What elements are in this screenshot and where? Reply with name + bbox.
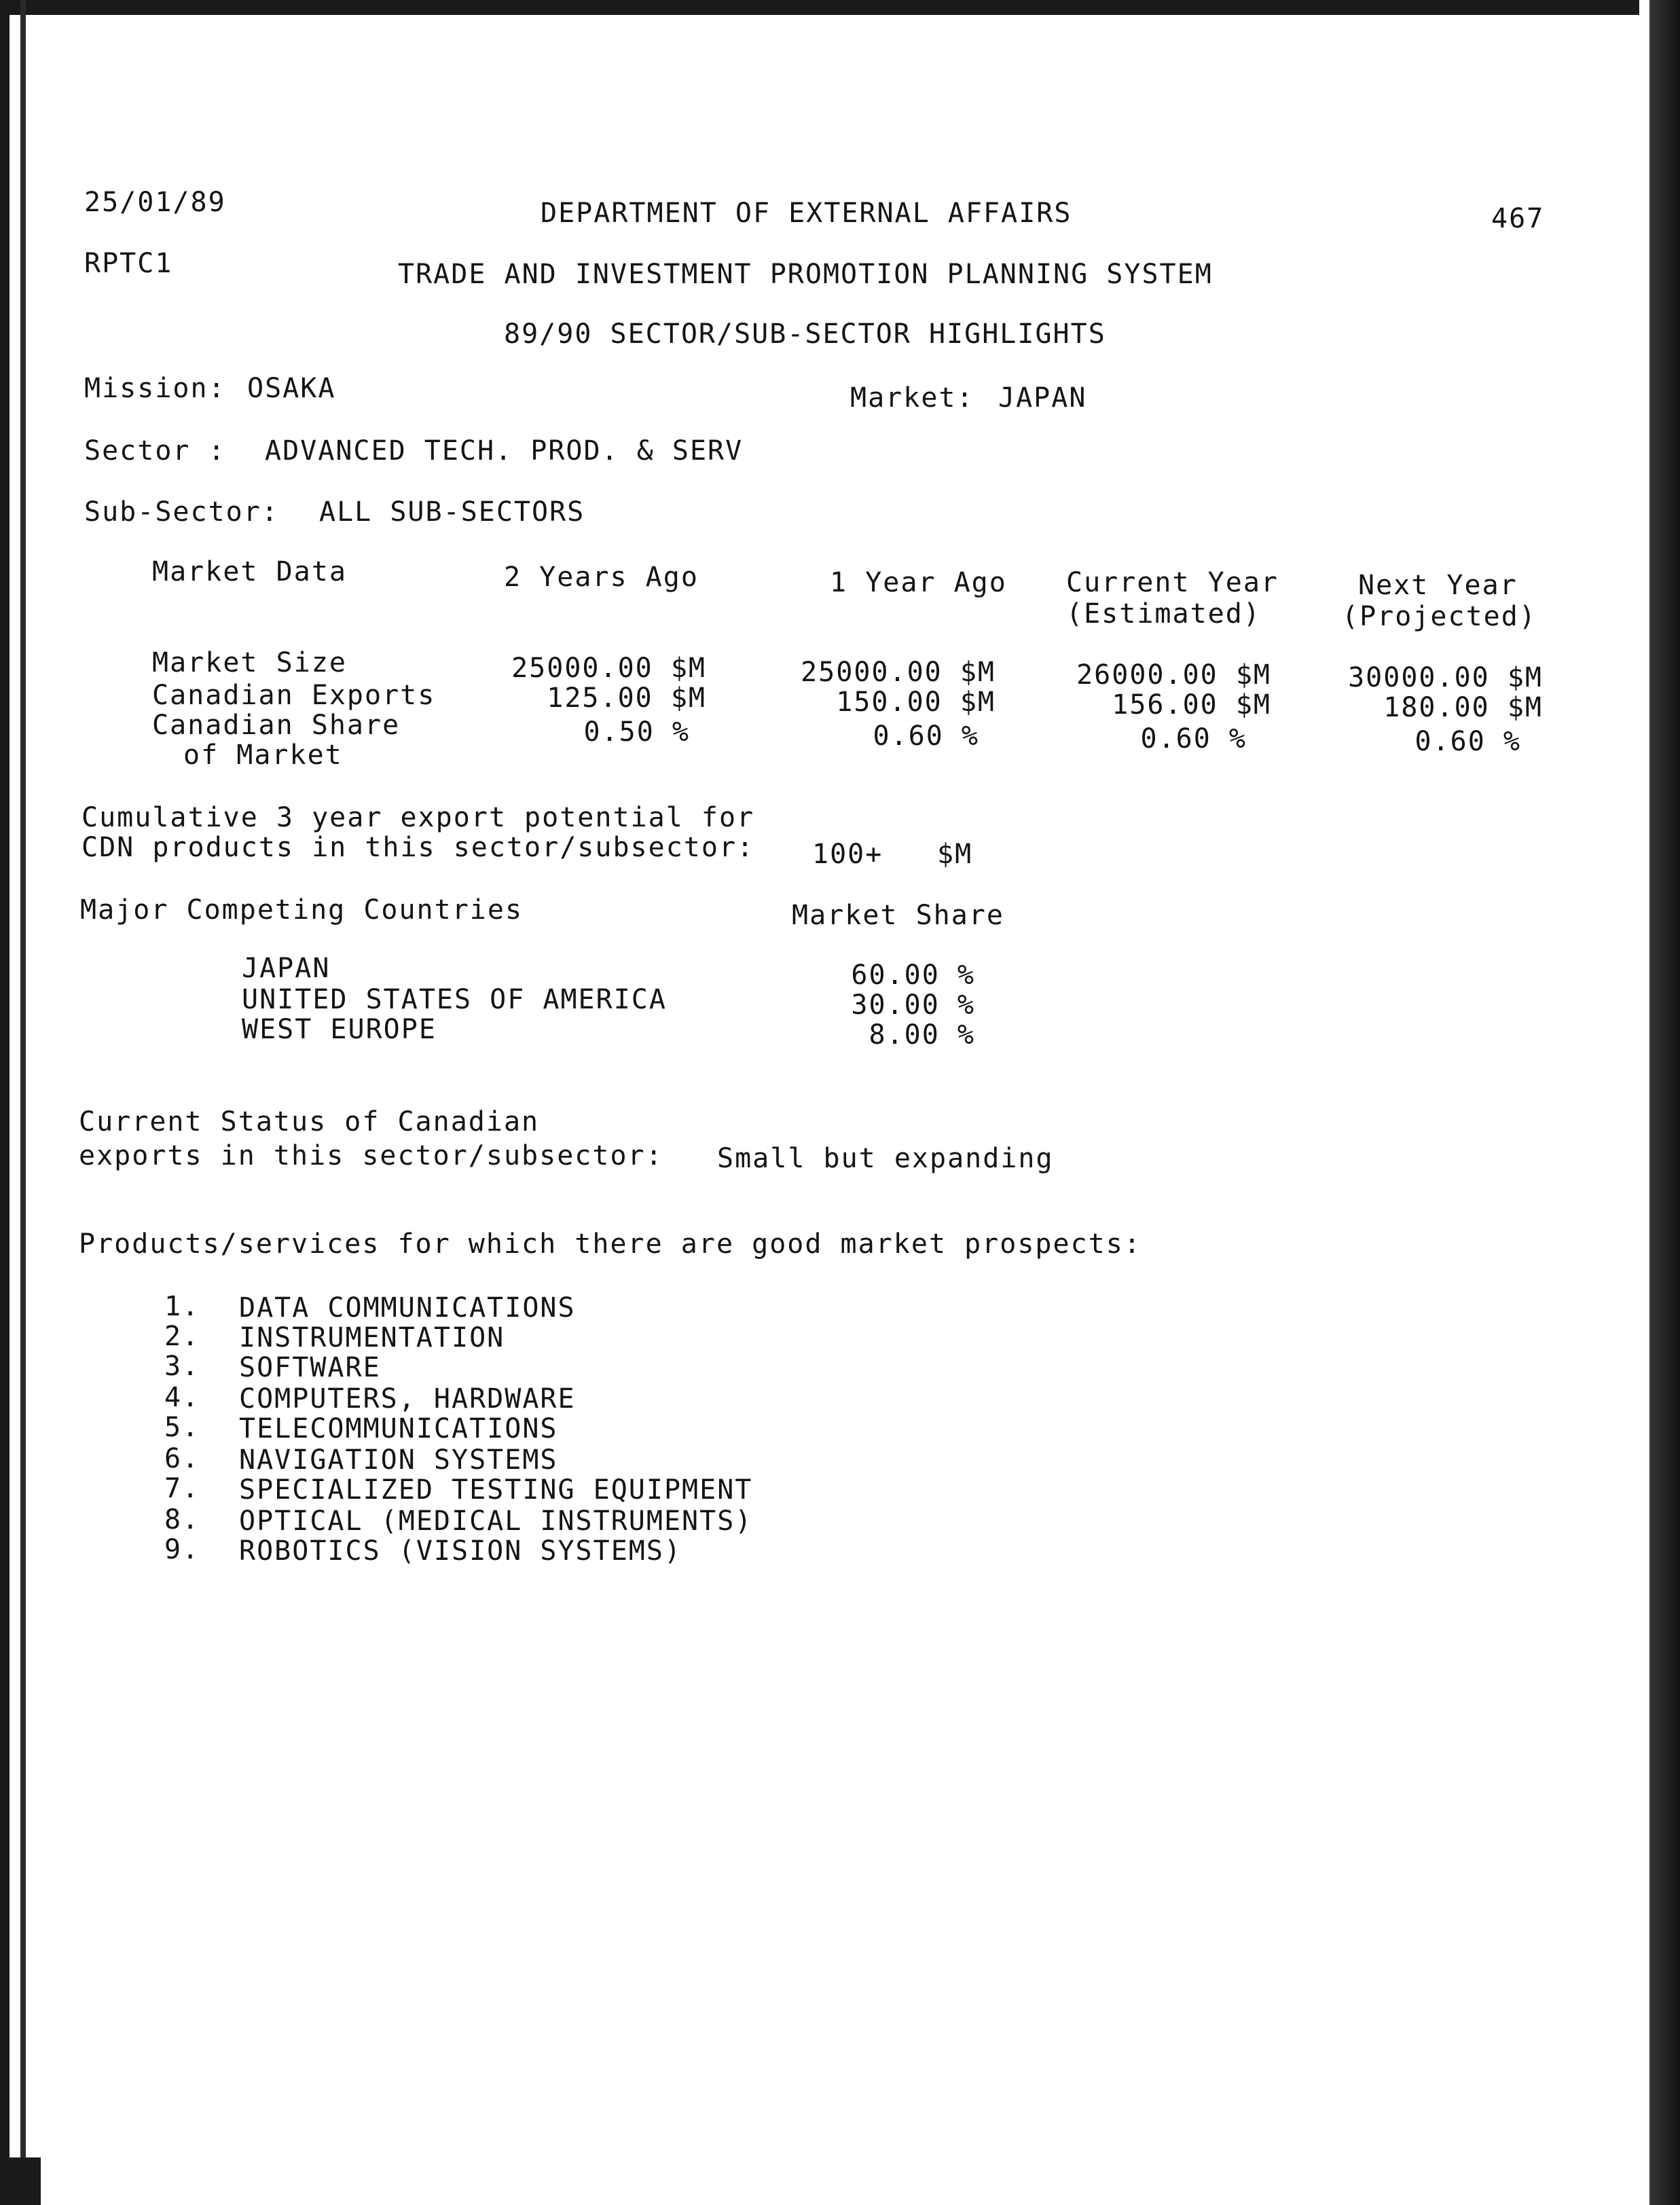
- competitor-country: UNITED STATES OF AMERICA: [242, 984, 667, 1015]
- row-label-of-market: of Market: [183, 740, 343, 771]
- cell-share-1y: 0.60 %: [873, 721, 979, 752]
- product-number: 1.: [164, 1291, 200, 1322]
- competitor-country: JAPAN: [242, 953, 331, 984]
- status-value: Small but expanding: [717, 1143, 1054, 1174]
- col-header-market-data: Market Data: [152, 556, 347, 587]
- cell-market-size-cur: 26000.00 $M: [1076, 659, 1271, 691]
- potential-line-1: Cumulative 3 year export potential for: [81, 802, 755, 833]
- col-header-next-year: Next Year: [1358, 570, 1518, 601]
- potential-line-2: CDN products in this sector/subsector:: [81, 832, 755, 863]
- status-line-2: exports in this sector/subsector:: [79, 1140, 663, 1171]
- cell-market-size-next: 30000.00 $M: [1348, 662, 1543, 693]
- product-item: ROBOTICS (VISION SYSTEMS): [239, 1535, 682, 1567]
- competitor-country: WEST EUROPE: [242, 1014, 437, 1045]
- sector-label: Sector :: [84, 435, 226, 467]
- subsector-label: Sub-Sector:: [84, 496, 279, 528]
- scan-top-edge: [0, 0, 1680, 15]
- product-number: 8.: [164, 1504, 200, 1535]
- department-title: DEPARTMENT OF EXTERNAL AFFAIRS: [541, 198, 1072, 229]
- cell-market-size-1y: 25000.00 $M: [801, 657, 996, 688]
- row-label-market-size: Market Size: [152, 647, 347, 678]
- competitor-share: 8.00 %: [869, 1019, 975, 1051]
- col-header-projected: (Projected): [1342, 601, 1537, 632]
- competitor-share: 30.00 %: [851, 989, 975, 1021]
- cell-exports-next: 180.00 $M: [1383, 692, 1543, 723]
- product-number: 6.: [164, 1443, 200, 1474]
- potential-unit: $M: [937, 839, 973, 870]
- col-header-2-years-ago: 2 Years Ago: [504, 562, 699, 593]
- col-header-estimated: (Estimated): [1066, 598, 1261, 630]
- scan-left-line: [20, 0, 26, 2205]
- product-item: DATA COMMUNICATIONS: [239, 1292, 576, 1324]
- product-number: 3.: [164, 1351, 200, 1382]
- cell-market-size-2y: 25000.00 $M: [511, 653, 706, 684]
- row-label-canadian-share: Canadian Share: [152, 710, 401, 741]
- subsector-value: ALL SUB-SECTORS: [319, 496, 585, 528]
- competitor-share: 60.00 %: [851, 960, 975, 991]
- product-item: SOFTWARE: [239, 1352, 381, 1383]
- product-item: OPTICAL (MEDICAL INSTRUMENTS): [239, 1506, 753, 1537]
- cell-exports-1y: 150.00 $M: [836, 687, 996, 718]
- status-line-1: Current Status of Canadian: [79, 1106, 540, 1137]
- product-number: 7.: [164, 1473, 200, 1504]
- system-title: TRADE AND INVESTMENT PROMOTION PLANNING SYSTEM: [398, 259, 1213, 290]
- product-number: 9.: [164, 1534, 200, 1565]
- mission-value: OSAKA: [247, 373, 336, 404]
- page-number: 467: [1491, 203, 1545, 234]
- col-header-current-year: Current Year: [1066, 567, 1279, 598]
- row-label-canadian-exports: Canadian Exports: [152, 680, 436, 711]
- cell-share-cur: 0.60 %: [1140, 723, 1247, 754]
- cell-exports-2y: 125.00 $M: [547, 682, 706, 714]
- cell-share-2y: 0.50 %: [583, 716, 690, 748]
- scan-right-edge: [1639, 0, 1680, 2205]
- product-item: NAVIGATION SYSTEMS: [239, 1444, 558, 1476]
- col-header-1-year-ago: 1 Year Ago: [830, 567, 1007, 598]
- cell-exports-cur: 156.00 $M: [1112, 689, 1271, 721]
- competitors-title: Major Competing Countries: [80, 894, 524, 926]
- scan-bottom-corner: [0, 2157, 41, 2205]
- product-number: 5.: [164, 1412, 200, 1443]
- report-subtitle: 89/90 SECTOR/SUB-SECTOR HIGHLIGHTS: [504, 318, 1106, 350]
- scan-left-edge: [0, 0, 10, 2205]
- potential-value: 100+: [812, 839, 883, 870]
- market-label: Market:: [850, 382, 974, 414]
- product-item: INSTRUMENTATION: [239, 1322, 505, 1353]
- report-date: 25/01/89: [84, 187, 226, 218]
- market-value: JAPAN: [998, 382, 1087, 414]
- products-title: Products/services for which there are good market prospects:: [79, 1228, 1142, 1260]
- product-number: 2.: [164, 1321, 200, 1352]
- mission-label: Mission:: [84, 373, 226, 404]
- product-item: SPECIALIZED TESTING EQUIPMENT: [239, 1474, 753, 1506]
- report-code: RPTC1: [84, 248, 173, 279]
- product-item: TELECOMMUNICATIONS: [239, 1413, 558, 1444]
- market-share-header: Market Share: [792, 900, 1004, 931]
- sector-value: ADVANCED TECH. PROD. & SERV: [265, 435, 744, 467]
- product-item: COMPUTERS, HARDWARE: [239, 1383, 576, 1415]
- cell-share-next: 0.60 %: [1414, 726, 1521, 757]
- product-number: 4.: [164, 1382, 200, 1413]
